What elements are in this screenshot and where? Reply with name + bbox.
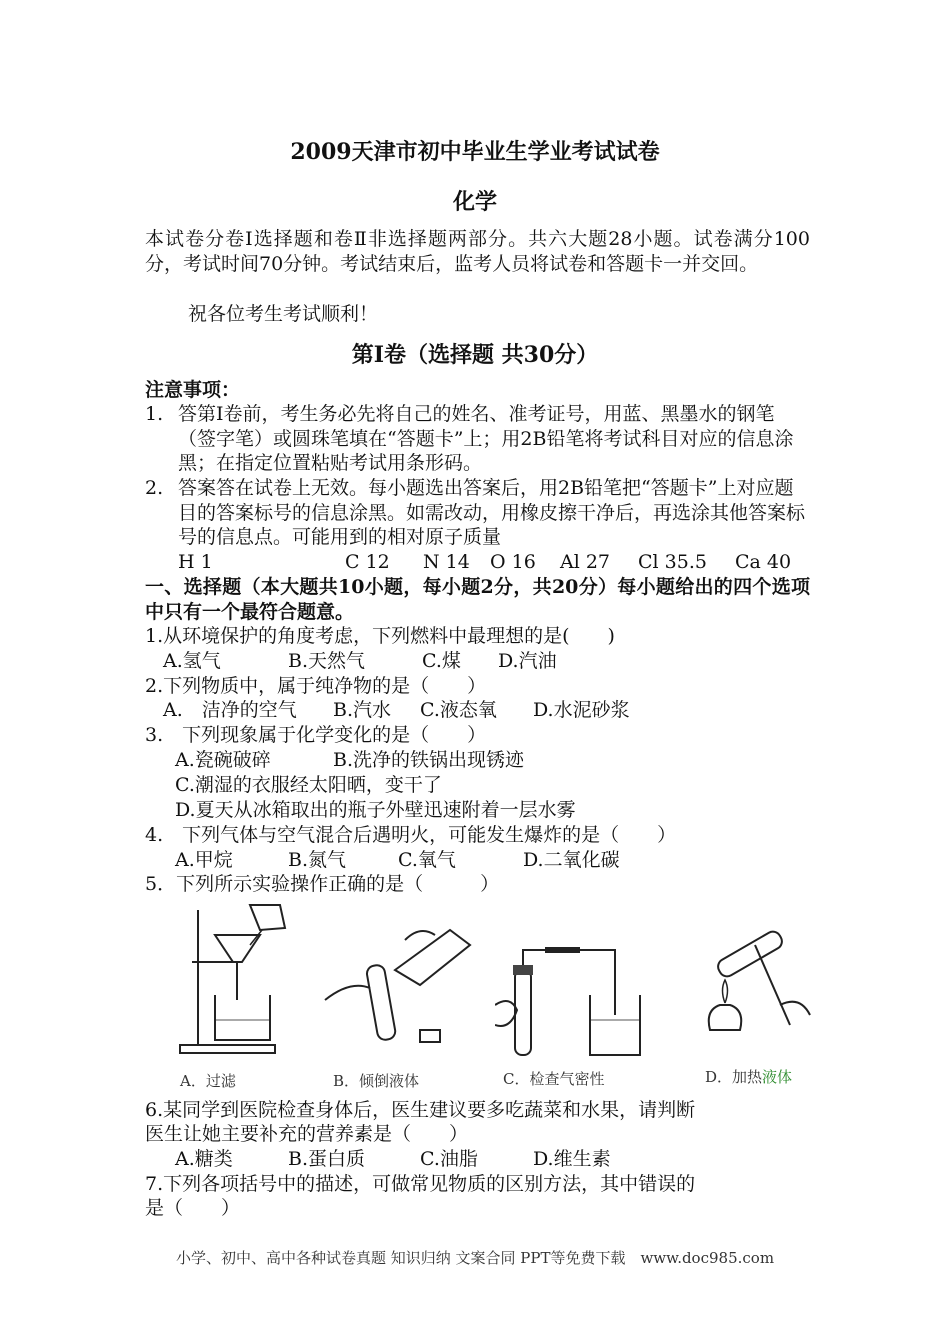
figure-c-label: C．检查气密性 xyxy=(503,1070,605,1088)
q1-option-a: A.氢气 xyxy=(163,650,221,672)
figure-b-pouring xyxy=(320,910,480,1060)
q3-option-d: D.夏天从冰箱取出的瓶子外壁迅速附着一层水雾 xyxy=(175,799,576,821)
atomic-mass-cl: Cl 35.5 xyxy=(638,551,707,573)
figure-a-label: A．过滤 xyxy=(180,1072,236,1090)
q6-option-b: B.蛋白质 xyxy=(288,1148,366,1170)
atomic-mass-h: H 1 xyxy=(178,551,213,573)
page-footer: 小学、初中、高中各种试卷真题 知识归纳 文案合同 PPT等免费下载 www.doc985.com xyxy=(175,1249,775,1267)
hand xyxy=(495,1001,517,1026)
delivery-tube xyxy=(523,950,615,1015)
hand-left xyxy=(325,986,370,1000)
q3-option-b: B.洗净的铁锅出现锈迹 xyxy=(333,749,525,771)
figure-d-label-main: D．加热 xyxy=(705,1068,763,1086)
atomic-mass-c: C 12 xyxy=(345,551,390,573)
q3-stem: 3. 下列现象属于化学变化的是（ ） xyxy=(145,724,487,746)
q1-option-d: D.汽油 xyxy=(498,650,557,672)
flame xyxy=(723,980,728,1003)
q6-option-a: A.糖类 xyxy=(175,1148,233,1170)
figure-a-filtration xyxy=(170,900,290,1060)
q6-stem-line2: 医生让她主要补充的营养素是（ ） xyxy=(145,1123,469,1145)
stand-base xyxy=(180,1045,275,1053)
q3-option-a: A.瓷碗破碎 xyxy=(175,749,271,771)
funnel xyxy=(215,935,260,962)
q2-stem: 2.下列物质中，属于纯净物的是（ ） xyxy=(145,675,487,697)
note-2-number: 2. xyxy=(145,477,164,499)
q2-option-a: A. 洁净的空气 xyxy=(163,699,297,721)
alcohol-lamp xyxy=(709,1005,742,1030)
notes-heading: 注意事项： xyxy=(145,379,241,401)
note-1-text: 答第Ⅰ卷前，考生务必先将自己的姓名、准考证号，用蓝、黑墨水的钢笔（签字笔）或圆珠笔填在“答题卡”上；用2B铅笔将考试科目对应的信息涂黑；在指定位置粘贴考试用条形码。 xyxy=(178,403,794,474)
figure-b-label: B．倾倒液体 xyxy=(333,1072,420,1090)
wish-text: 祝各位考生考试顺利！ xyxy=(188,303,379,325)
exam-title: 2009天津市初中毕业生学业考试试卷 xyxy=(290,139,660,165)
subject-title: 化学 xyxy=(452,189,497,215)
q2-option-b: B.汽水 xyxy=(333,699,392,721)
atomic-mass-ca: Ca 40 xyxy=(735,551,792,573)
q4-option-c: C.氧气 xyxy=(398,849,456,871)
rubber-stopper xyxy=(513,965,533,975)
q4-option-d: D.二氧化碳 xyxy=(523,849,620,871)
note-2-text: 答案答在试卷上无效。每小题选出答案后，用2B铅笔把“答题卡”上对应题目的答案标号的信息涂黑。如需改动，用橡皮擦干净后，再选涂其他答案标号的信息点。可能用到的相对原子质量 xyxy=(178,477,806,548)
figure-d-label-green: 液体 xyxy=(762,1068,793,1086)
q2-option-d: D.水泥砂浆 xyxy=(533,699,630,721)
q1-stem: 1.从环境保护的角度考虑，下列燃料中最理想的是( ) xyxy=(145,625,615,647)
test-tube xyxy=(515,970,531,1055)
q7-stem-line2: 是（ ） xyxy=(145,1197,241,1219)
q4-stem: 4. 下列气体与空气混合后遇明火，可能发生爆炸的是（ ） xyxy=(145,824,677,846)
q4-option-a: A.甲烷 xyxy=(175,849,233,871)
note-1-number: 1. xyxy=(145,403,164,425)
q6-option-c: C.油脂 xyxy=(420,1148,478,1170)
test-tube xyxy=(715,929,785,980)
q1-option-c: C.煤 xyxy=(422,650,461,672)
q1-option-b: B.天然气 xyxy=(288,650,366,672)
beaker xyxy=(215,995,270,1040)
q6-option-d: D.维生素 xyxy=(533,1148,611,1170)
atomic-mass-o: O 16 xyxy=(490,551,536,573)
figure-d-heating xyxy=(685,925,815,1060)
figure-c-airtightness xyxy=(495,935,645,1060)
atomic-mass-al: Al 27 xyxy=(560,551,611,573)
section1-heading: 一、选择题（本大题共10小题，每小题2分，共20分）每小题给出的四个选项中只有一个最符合题意。 xyxy=(145,576,810,623)
figure-d-label xyxy=(705,1066,792,1087)
q5-stem: 5．下列所示实验操作正确的是（ ） xyxy=(145,873,500,895)
intro-paragraph: 本试卷分卷Ⅰ选择题和卷Ⅱ非选择题两部分。共六大题28小题。试卷满分100分，考试时间70分钟。考试结束后，监考人员将试卷和答题卡一并交回。 xyxy=(145,228,810,275)
rubber-tube xyxy=(545,947,580,953)
pouring-beaker xyxy=(250,905,285,930)
q6-stem-line1: 6.某同学到医院检查身体后，医生建议要多吃蔬菜和水果，请判断 xyxy=(145,1099,696,1121)
tube-holder xyxy=(755,945,790,1025)
hand-right xyxy=(405,931,435,940)
bottle-stopper xyxy=(420,1030,440,1042)
q7-stem-line1: 7.下列各项括号中的描述，可做常见物质的区别方法，其中错误的 xyxy=(145,1173,696,1195)
q4-option-b: B.氮气 xyxy=(288,849,347,871)
q3-option-c: C.潮湿的衣服经太阳晒，变干了 xyxy=(175,774,442,796)
atomic-mass-n: N 14 xyxy=(423,551,470,573)
test-tube xyxy=(366,964,397,1041)
part1-title: 第Ⅰ卷（选择题 共30分） xyxy=(351,342,599,368)
q2-option-c: C.液态氧 xyxy=(420,699,497,721)
